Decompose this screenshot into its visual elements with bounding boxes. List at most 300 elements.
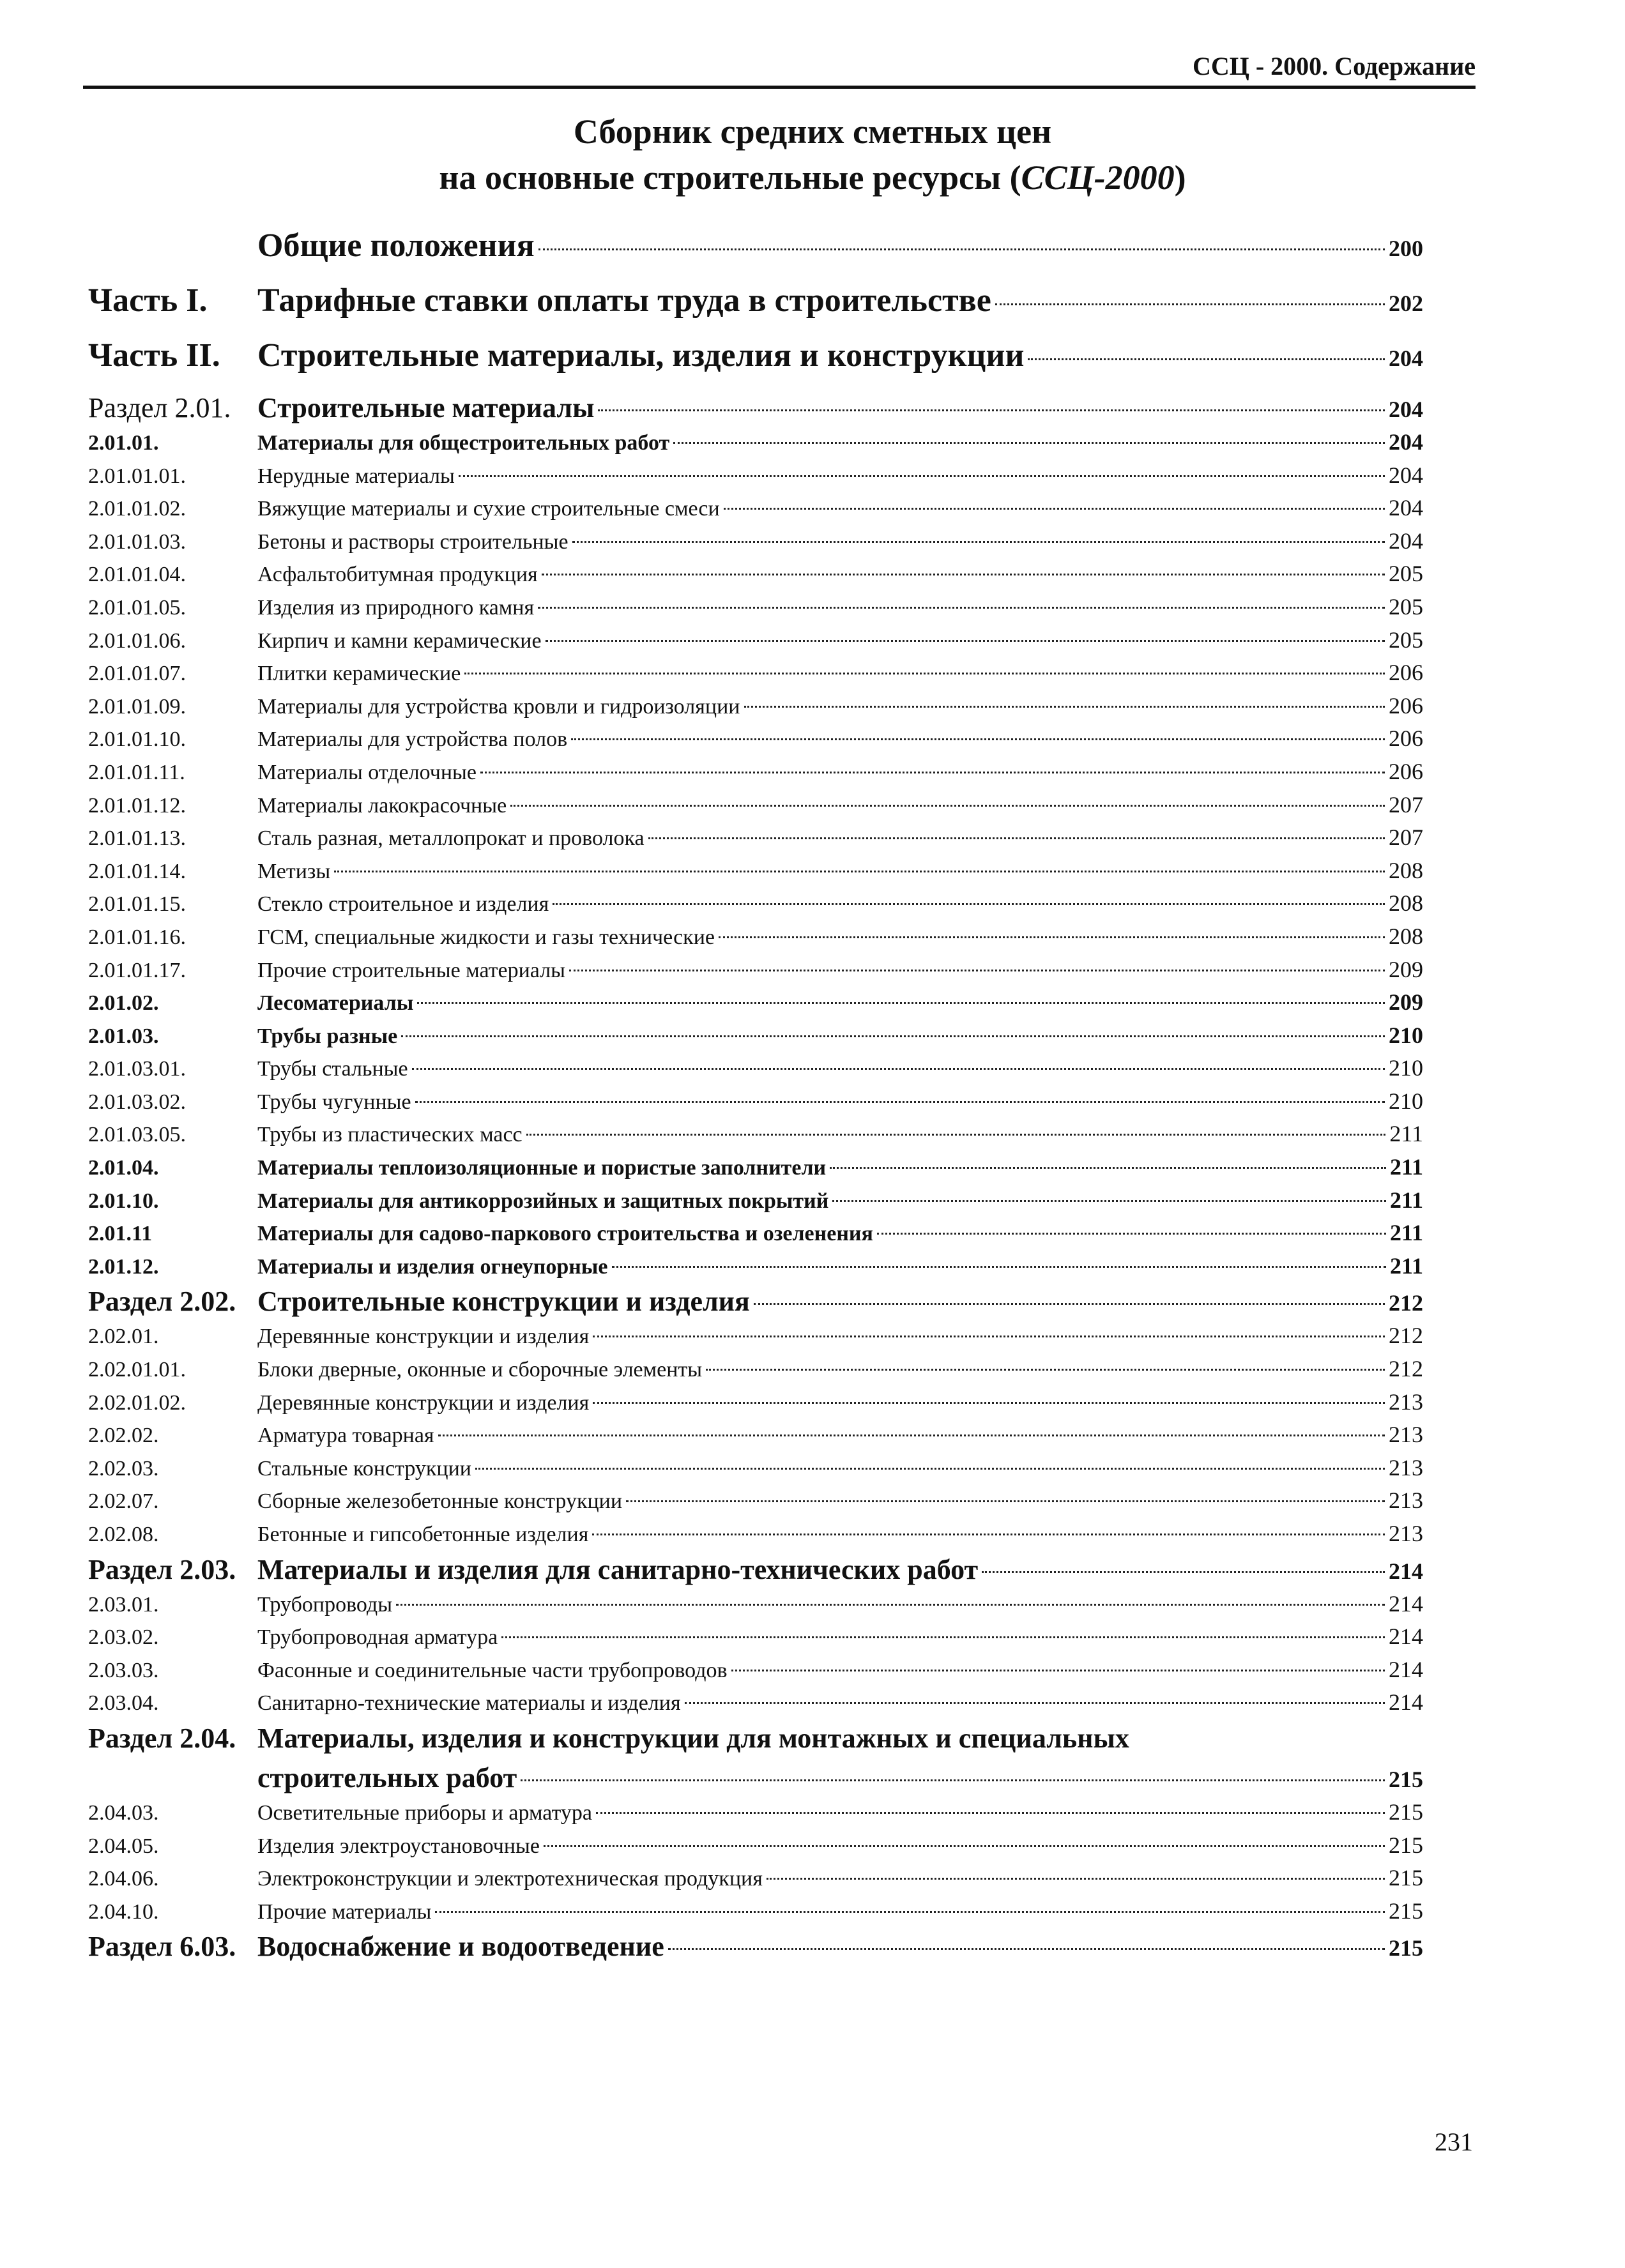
toc-entry-code: 2.02.01. <box>88 1325 159 1349</box>
toc-entry-code: Часть II. <box>88 337 220 374</box>
toc-leader-dots <box>598 409 1385 411</box>
toc-entry <box>88 1054 1423 1088</box>
toc-entry-title-cell <box>257 1120 1423 1147</box>
toc-entry-page: 215 <box>1389 1898 1423 1924</box>
toc-leader-dots <box>521 1779 1385 1781</box>
toc-entry-code: 2.04.03. <box>88 1800 159 1825</box>
toc-entry-code: Часть I. <box>88 282 208 319</box>
toc-entry-title: Трубы стальные <box>257 1057 408 1081</box>
toc-entry <box>88 462 1423 495</box>
toc-entry-title: Строительные конструкции и изделия <box>257 1286 750 1318</box>
toc-entry-title: Блоки дверные, оконные и сборочные элементы <box>257 1358 703 1382</box>
toc-entry-page: 211 <box>1389 1121 1423 1147</box>
toc-entry-title: Санитарно-технические материалы и изделия <box>257 1691 681 1716</box>
toc-entry-code: 2.02.08. <box>88 1523 159 1546</box>
toc-entry-page: 204 <box>1389 429 1423 455</box>
toc-entry-page: 215 <box>1389 1766 1423 1792</box>
document-title <box>0 109 1625 201</box>
toc-entry-page: 205 <box>1389 627 1423 653</box>
toc-entry-title-cell <box>257 1656 1423 1683</box>
toc-entry-title: Тарифные ставки оплаты труда в строительстве <box>257 282 991 319</box>
toc-entry-page: 205 <box>1389 593 1423 620</box>
toc-entry-code: 2.01.01.02. <box>88 497 186 521</box>
toc-entry-code: Раздел 6.03. <box>88 1931 236 1963</box>
toc-entry-title: Асфальтобитумная продукция <box>257 563 538 587</box>
toc-entry-code: 2.01.02. <box>88 991 159 1016</box>
toc-entry-code: 2.01.01.13. <box>88 826 186 851</box>
toc-entry-code: 2.01.01.12. <box>88 793 186 818</box>
toc-entry-page: 215 <box>1389 1865 1423 1891</box>
toc-entry <box>88 659 1423 692</box>
toc-leader-dots <box>731 1670 1385 1671</box>
toc-entry-title-cell <box>257 857 1423 884</box>
toc-entry-page: 214 <box>1389 1689 1423 1716</box>
toc-entry-title-cell <box>257 494 1423 521</box>
toc-entry-title-cell <box>257 1520 1423 1547</box>
toc-entry-title-cell <box>257 1623 1423 1650</box>
toc-leader-dots <box>767 1878 1385 1880</box>
toc-entry-page: 206 <box>1389 726 1423 752</box>
toc-entry-title: Изделия электроустановочные <box>257 1834 540 1858</box>
toc-entry-page: 213 <box>1389 1454 1423 1480</box>
toc-entry-page: 215 <box>1389 1832 1423 1858</box>
toc-entry-title-cell <box>257 1590 1423 1617</box>
toc-entry <box>88 1454 1423 1488</box>
toc-entry-title: Материалы и изделия огнеупорные <box>257 1254 608 1279</box>
toc-entry-title: Кирпич и камни керамические <box>257 628 542 653</box>
title-line-2: на основные строительные ресурсы (ССЦ-2000) <box>439 158 1186 197</box>
toc-entry <box>88 1930 1423 1967</box>
toc-entry <box>88 1553 1423 1590</box>
toc-entry <box>88 1322 1423 1355</box>
toc-entry <box>88 1487 1423 1520</box>
toc-entry-title-cell <box>257 791 1423 818</box>
toc-entry-code: 2.01.12. <box>88 1254 159 1279</box>
toc-entry-title: Бетоны и растворы строительные <box>257 529 568 554</box>
toc-entry-page: 206 <box>1389 660 1423 686</box>
toc-entry-code: 2.01.01.06. <box>88 628 186 653</box>
toc-entry <box>88 560 1423 593</box>
toc-entry <box>88 1252 1423 1286</box>
toc-entry-title: Сборные железобетонные конструкции <box>257 1489 623 1514</box>
toc-entry-title: Сталь разная, металлопрокат и проволока <box>257 826 645 851</box>
title-line-1: Сборник средних сметных цен <box>573 112 1052 151</box>
toc-entry-code: 2.03.02. <box>88 1625 159 1650</box>
toc-leader-dots <box>626 1500 1385 1502</box>
toc-entry-title: Стекло строительное и изделия <box>257 892 549 917</box>
toc-leader-dots <box>544 1845 1385 1847</box>
toc-entry <box>88 1187 1423 1220</box>
toc-entry-title: Электроконструкции и электротехническая продукция <box>257 1867 763 1891</box>
toc-entry-title: Деревянные конструкции и изделия <box>257 1325 590 1349</box>
toc-entry <box>88 392 1423 429</box>
toc-entry-code: 2.01.01. <box>88 431 159 455</box>
toc-leader-dots <box>982 1571 1385 1573</box>
toc-entry-title-cell <box>257 227 1423 264</box>
toc-entry-page: 204 <box>1389 528 1423 554</box>
toc-entry-code: 2.01.11 <box>88 1222 153 1246</box>
toc-leader-dots <box>435 1911 1385 1913</box>
toc-entry-code: Раздел 2.02. <box>88 1286 236 1318</box>
toc-leader-dots <box>754 1303 1385 1305</box>
toc-entry-title-cell <box>257 1722 1423 1754</box>
toc-entry-code: 2.01.10. <box>88 1189 159 1213</box>
toc-entry <box>88 1832 1423 1865</box>
toc-entry-title-cell <box>257 1153 1423 1180</box>
toc-leader-dots <box>538 248 1385 250</box>
toc-entry-title-cell <box>257 1252 1423 1279</box>
toc-entry-code: 2.03.01. <box>88 1592 159 1617</box>
toc-entry-title-cell <box>257 1219 1423 1246</box>
toc-entry-title: Материалы лакокрасочные <box>257 793 507 818</box>
toc-entry-code: 2.01.01.03. <box>88 529 186 554</box>
toc-leader-dots <box>334 871 1385 872</box>
toc-entry-code: 2.01.03.02. <box>88 1090 186 1114</box>
toc-entry-page: 208 <box>1389 890 1423 917</box>
toc-entry-title: Прочие материалы <box>257 1899 432 1924</box>
toc-leader-dots <box>417 1002 1385 1004</box>
toc-entry <box>88 1355 1423 1389</box>
toc-entry-continuation <box>88 1762 1423 1799</box>
toc-entry-page: 212 <box>1389 1323 1423 1349</box>
toc-entry-title-cell <box>257 560 1423 587</box>
toc-entry-code: 2.01.01.17. <box>88 958 186 982</box>
toc-entry-page: 211 <box>1389 1252 1423 1279</box>
toc-entry-code: 2.04.06. <box>88 1867 159 1891</box>
toc-entry <box>88 227 1423 282</box>
toc-leader-dots <box>569 970 1385 971</box>
toc-leader-dots <box>830 1167 1386 1169</box>
toc-entry-page: 204 <box>1389 346 1423 371</box>
toc-entry-title-cell <box>257 1322 1423 1349</box>
toc-entry-title-cell <box>257 1054 1423 1081</box>
toc-entry-title-cell <box>257 1689 1423 1716</box>
toc-entry-page: 208 <box>1389 857 1423 883</box>
toc-entry-title-cell <box>257 1487 1423 1514</box>
toc-entry-title: Трубопроводы <box>257 1592 393 1617</box>
toc-entry <box>88 1219 1423 1252</box>
toc-entry-page: 214 <box>1389 1624 1423 1650</box>
toc-entry <box>88 989 1423 1022</box>
toc-entry-page: 209 <box>1389 989 1423 1016</box>
toc-entry-code: Раздел 2.04. <box>88 1722 236 1754</box>
toc-leader-dots <box>545 640 1385 642</box>
toc-entry-page: 211 <box>1389 1154 1423 1180</box>
toc-entry <box>88 1656 1423 1689</box>
toc-entry-title-cell <box>257 725 1423 752</box>
toc-entry-code: 2.01.04. <box>88 1156 159 1180</box>
toc-entry <box>88 1864 1423 1898</box>
toc-entry-title-cell <box>257 758 1423 785</box>
toc-entry-title: Арматура товарная <box>257 1424 434 1448</box>
toc-leader-dots <box>538 607 1385 609</box>
toc-entry <box>88 1590 1423 1624</box>
toc-leader-dots <box>396 1604 1385 1606</box>
title-abbrev: ССЦ-2000 <box>1021 158 1175 197</box>
toc-entry-title-cell <box>257 528 1423 554</box>
toc-entry-page: 208 <box>1389 923 1423 949</box>
toc-entry-page: 206 <box>1389 692 1423 719</box>
toc-entry <box>88 1088 1423 1121</box>
toc-entry-title-cell <box>257 462 1423 489</box>
toc-entry-title-cell <box>257 337 1423 374</box>
toc-entry-code: 2.01.01.14. <box>88 859 186 883</box>
toc-entry-page: 213 <box>1389 1422 1423 1448</box>
toc-leader-dots <box>593 1402 1385 1404</box>
toc-entry-code: 2.02.01.02. <box>88 1390 186 1415</box>
toc-leader-dots <box>415 1101 1385 1103</box>
toc-leader-dots <box>995 303 1385 305</box>
toc-entry-title: Трубы из пластических масс <box>257 1123 523 1147</box>
toc-entry-code: 2.02.07. <box>88 1489 159 1514</box>
page-number: 231 <box>1435 2127 1473 2156</box>
toc-entry <box>88 429 1423 462</box>
toc-entry-title: Нерудные материалы <box>257 464 455 488</box>
toc-leader-dots <box>596 1812 1385 1814</box>
toc-entry-page: 202 <box>1389 291 1423 316</box>
toc-entry <box>88 956 1423 989</box>
toc-leader-dots <box>612 1266 1386 1268</box>
toc-leader-dots <box>724 508 1385 510</box>
toc-entry-page: 204 <box>1389 462 1423 488</box>
toc-entry-page: 213 <box>1389 1389 1423 1415</box>
toc-entry-title-cell <box>257 989 1423 1016</box>
toc-leader-dots <box>592 1534 1385 1535</box>
toc-entry-code: 2.01.01.11. <box>88 760 185 784</box>
toc-entry-title: Метизы <box>257 859 331 883</box>
toc-entry-title-cell <box>257 1864 1423 1891</box>
toc-entry <box>88 725 1423 758</box>
toc-entry-code: 2.01.01.09. <box>88 694 186 719</box>
toc-entry-title: Стальные конструкции <box>257 1456 472 1480</box>
toc-leader-dots <box>464 673 1385 674</box>
toc-leader-dots <box>832 1200 1386 1202</box>
toc-entry-title-cell <box>257 1832 1423 1859</box>
toc-leader-dots <box>648 837 1385 839</box>
toc-leader-dots <box>593 1336 1385 1337</box>
toc-entry-code: 2.02.02. <box>88 1424 159 1448</box>
toc-entry-title: Трубопроводная арматура <box>257 1625 498 1650</box>
toc-entry-title: Лесоматериалы <box>257 991 414 1016</box>
toc-leader-dots <box>412 1068 1385 1070</box>
toc-entry-page: 214 <box>1389 1558 1423 1584</box>
toc-entry-page: 210 <box>1389 1088 1423 1114</box>
toc-leader-dots <box>1028 358 1385 360</box>
toc-entry-page: 214 <box>1389 1656 1423 1682</box>
toc-leader-dots <box>877 1233 1386 1235</box>
toc-entry-title: Прочие строительные материалы <box>257 958 566 982</box>
toc-entry-title: Изделия из природного камня <box>257 595 535 620</box>
toc-entry <box>88 1520 1423 1553</box>
toc-entry-title-cell <box>257 692 1423 719</box>
toc-entry-title-cell <box>257 923 1423 950</box>
toc-entry-page: 206 <box>1389 758 1423 784</box>
toc-entry <box>88 282 1423 337</box>
toc-entry <box>88 1689 1423 1722</box>
toc-entry-page: 214 <box>1389 1590 1423 1617</box>
toc-entry-title: Деревянные конструкции и изделия <box>257 1390 590 1415</box>
toc-entry-page: 205 <box>1389 561 1423 587</box>
toc-entry-code: Раздел 2.01. <box>88 392 231 423</box>
toc-leader-dots <box>510 805 1385 807</box>
toc-entry-title-cell <box>257 890 1423 917</box>
toc-entry <box>88 1285 1423 1322</box>
toc-entry-code: 2.01.03.01. <box>88 1057 186 1081</box>
toc-entry-title-cell <box>257 956 1423 983</box>
toc-entry-page: 215 <box>1389 1799 1423 1825</box>
toc-entry-title-cell <box>257 1799 1423 1825</box>
toc-entry <box>88 1022 1423 1055</box>
toc-entry <box>88 494 1423 528</box>
toc-entry <box>88 890 1423 923</box>
toc-entry-page: 204 <box>1389 495 1423 521</box>
toc-entry-title: Трубы чугунные <box>257 1090 411 1114</box>
toc-entry-page: 213 <box>1389 1488 1423 1514</box>
toc-entry-title-cell <box>257 1930 1423 1963</box>
toc-leader-dots <box>719 936 1385 938</box>
toc-entry <box>88 528 1423 561</box>
toc-entry-page: 209 <box>1389 956 1423 982</box>
toc-entry-title-cell <box>257 659 1423 686</box>
toc-entry <box>88 824 1423 857</box>
toc-entry <box>88 1120 1423 1153</box>
toc-entry-title: Строительные материалы <box>257 392 595 423</box>
toc-entry-title-cell <box>257 1355 1423 1382</box>
toc-entry-title: ГСМ, специальные жидкости и газы технические <box>257 925 715 949</box>
toc-entry-title: Осветительные приборы и арматура <box>257 1800 592 1825</box>
toc-entry-code: 2.01.01.04. <box>88 563 186 587</box>
toc-entry-title: Материалы для антикоррозийных и защитных покрытий <box>257 1189 829 1213</box>
toc-entry-code: 2.03.04. <box>88 1691 159 1716</box>
toc-entry <box>88 923 1423 956</box>
toc-entry-title: Водоснабжение и водоотведение <box>257 1931 664 1963</box>
toc-entry-page: 213 <box>1389 1521 1423 1546</box>
toc-entry-code: 2.01.03. <box>88 1024 159 1048</box>
toc-entry <box>88 791 1423 825</box>
toc-leader-dots <box>526 1134 1386 1136</box>
toc-leader-dots <box>572 541 1385 543</box>
toc-entry-title-cell <box>257 1454 1423 1481</box>
toc-entry <box>88 692 1423 726</box>
toc-leader-dots <box>501 1636 1385 1638</box>
toc-entry <box>88 1153 1423 1187</box>
toc-entry-title-cell <box>257 282 1423 319</box>
toc-entry-page: 207 <box>1389 825 1423 851</box>
toc-entry-title: Материалы для устройства кровли и гидроизоляции <box>257 694 740 719</box>
toc-entry <box>88 1421 1423 1454</box>
toc-entry-page: 204 <box>1389 397 1423 422</box>
toc-entry-title: Материалы, изделия и конструкции для монтажных и специальных <box>257 1722 1129 1754</box>
toc-entry-page: 212 <box>1389 1356 1423 1382</box>
toc-entry-title: Материалы и изделия для санитарно-технических работ <box>257 1553 979 1585</box>
toc-entry-title: Материалы для устройства полов <box>257 727 568 752</box>
toc-entry-title-cell <box>257 1022 1423 1049</box>
toc-entry-code: Раздел 2.03. <box>88 1553 236 1585</box>
toc-leader-dots <box>668 1948 1385 1950</box>
toc-entry-code: 2.04.05. <box>88 1834 159 1858</box>
toc-entry-page: 200 <box>1389 236 1423 261</box>
toc-entry-title: Плитки керамические <box>257 662 461 686</box>
toc-entry-title: Материалы теплоизоляционные и пористые заполнители <box>257 1156 827 1180</box>
toc-entry-code: 2.01.01.05. <box>88 595 186 620</box>
toc-entry <box>88 593 1423 627</box>
toc-entry-page: 210 <box>1389 1022 1423 1048</box>
toc-entry-code: 2.01.01.16. <box>88 925 186 949</box>
toc-entry-code: 2.02.01.01. <box>88 1358 186 1382</box>
toc-entry-code: 2.01.01.10. <box>88 727 186 752</box>
toc-entry-title-cell <box>257 627 1423 653</box>
toc-leader-dots <box>685 1702 1385 1704</box>
toc-entry-title: Вяжущие материалы и сухие строительные смеси <box>257 497 720 521</box>
toc-entry <box>88 1623 1423 1656</box>
toc-entry-title-cell <box>257 824 1423 851</box>
toc-entry-title-cell <box>257 1898 1423 1924</box>
toc-entry <box>88 1389 1423 1422</box>
toc-entry <box>88 1799 1423 1832</box>
toc-entry-code: 2.02.03. <box>88 1456 159 1480</box>
toc-entry-title-cell <box>257 1553 1423 1586</box>
running-header-text: ССЦ - 2000. Содержание <box>1192 52 1476 80</box>
toc-entry <box>88 337 1423 392</box>
toc-entry <box>88 1898 1423 1931</box>
toc-entry-title: Материалы отделочные <box>257 760 477 784</box>
toc-entry-page: 211 <box>1389 1220 1423 1246</box>
toc-entry-title-cell <box>257 1187 1423 1214</box>
toc-entry-code: 2.01.03.05. <box>88 1123 186 1147</box>
toc-entry-page: 211 <box>1389 1187 1423 1213</box>
toc-entry-title: Материалы для садово-паркового строительства и озеленения <box>257 1222 873 1246</box>
running-header <box>83 50 1476 89</box>
toc-entry <box>88 1722 1423 1762</box>
toc-entry-title-continued: строительных работ <box>257 1762 517 1793</box>
toc-leader-dots <box>553 903 1385 905</box>
toc-entry-page: 212 <box>1389 1290 1423 1316</box>
toc-entry <box>88 758 1423 791</box>
toc-entry-page: 207 <box>1389 791 1423 818</box>
toc-entry-code: 2.04.10. <box>88 1899 159 1924</box>
toc-leader-dots <box>438 1435 1385 1436</box>
toc-entry-title-cell <box>257 1088 1423 1115</box>
toc-leader-dots <box>401 1035 1385 1037</box>
toc-entry-title: Фасонные и соединительные части трубопроводов <box>257 1658 728 1682</box>
toc-leader-dots <box>673 442 1385 444</box>
toc-entry-code: 2.01.01.07. <box>88 662 186 686</box>
toc-entry-title: Строительные материалы, изделия и конструкции <box>257 337 1025 374</box>
toc-leader-dots <box>542 574 1385 575</box>
toc-entry-code: 2.01.01.15. <box>88 892 186 917</box>
toc-entry-title-cell <box>257 593 1423 620</box>
toc-leader-dots <box>744 706 1385 708</box>
toc-entry-title-cell <box>257 1421 1423 1448</box>
toc-leader-dots <box>571 738 1385 740</box>
toc-entry-title: Бетонные и гипсобетонные изделия <box>257 1523 589 1546</box>
toc-entry-title: Трубы разные <box>257 1024 398 1048</box>
toc-entry-title-cell <box>257 1389 1423 1415</box>
toc-entry-title-cell <box>257 429 1423 455</box>
toc-entry-title-cell <box>257 1285 1423 1318</box>
toc-entry-page: 210 <box>1389 1055 1423 1081</box>
toc-leader-dots <box>459 475 1385 477</box>
toc-entry-title: Общие положения <box>257 227 535 264</box>
toc-entry-title-cell <box>257 392 1423 424</box>
table-of-contents <box>88 227 1423 1967</box>
toc-entry <box>88 857 1423 890</box>
toc-leader-dots <box>475 1468 1385 1470</box>
toc-entry-title: Материалы для общестроительных работ <box>257 431 670 455</box>
toc-entry-page: 215 <box>1389 1935 1423 1961</box>
toc-entry <box>88 627 1423 660</box>
toc-leader-dots <box>480 772 1385 773</box>
